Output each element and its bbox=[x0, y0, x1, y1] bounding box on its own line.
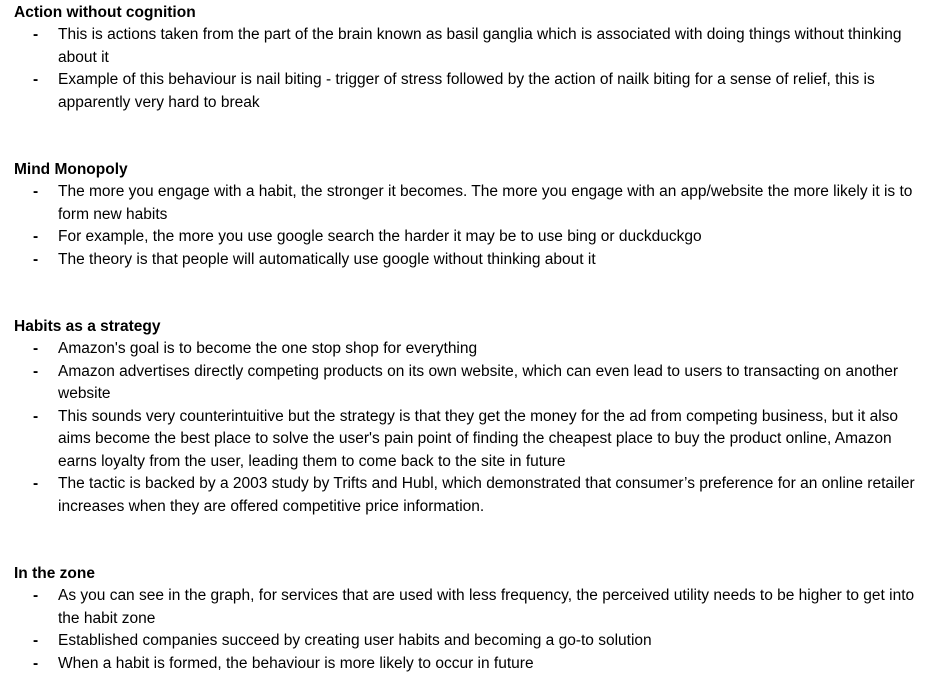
bullet-marker: - bbox=[33, 226, 38, 249]
bullet-item bbox=[14, 406, 919, 474]
section-action-without-cognition bbox=[14, 2, 919, 114]
bullet-text: Example of this behaviour is nail biting - trigger of stress followed by the action of nailk biting for a sense of relief, this is apparently very hard to break bbox=[58, 71, 875, 111]
bullet-marker: - bbox=[33, 24, 38, 47]
bullet-item bbox=[14, 226, 919, 249]
bullet-marker: - bbox=[33, 181, 38, 204]
bullet-marker: - bbox=[33, 69, 38, 92]
section-heading: Mind Monopoly bbox=[14, 159, 919, 181]
section-mind-monopoly bbox=[14, 159, 919, 271]
bullet-marker: - bbox=[33, 473, 38, 496]
bullet-list bbox=[14, 585, 919, 675]
section-heading: Habits as a strategy bbox=[14, 316, 919, 338]
bullet-text: For example, the more you use google search the harder it may be to use bing or duckduckgo bbox=[58, 228, 702, 245]
bullet-list bbox=[14, 338, 919, 518]
bullet-text: The tactic is backed by a 2003 study by Trifts and Hubl, which demonstrated that consumer’s preference for an online retailer increases when they are offered competitive price information. bbox=[58, 475, 915, 515]
bullet-item bbox=[14, 181, 919, 226]
section-heading: In the zone bbox=[14, 563, 919, 585]
section-heading: Action without cognition bbox=[14, 2, 919, 24]
bullet-text: This is actions taken from the part of the brain known as basil ganglia which is associated with doing things without thinking about it bbox=[58, 26, 902, 66]
bullet-item bbox=[14, 24, 919, 69]
bullet-marker: - bbox=[33, 361, 38, 384]
bullet-item bbox=[14, 249, 919, 272]
bullet-marker: - bbox=[33, 249, 38, 272]
bullet-text: When a habit is formed, the behaviour is more likely to occur in future bbox=[58, 655, 534, 672]
bullet-marker: - bbox=[33, 406, 38, 429]
bullet-marker: - bbox=[33, 630, 38, 653]
bullet-item bbox=[14, 361, 919, 406]
bullet-text: The theory is that people will automatically use google without thinking about it bbox=[58, 251, 596, 268]
bullet-item bbox=[14, 630, 919, 653]
bullet-list bbox=[14, 24, 919, 114]
bullet-item bbox=[14, 338, 919, 361]
bullet-item bbox=[14, 585, 919, 630]
bullet-text: Amazon advertises directly competing products on its own website, which can even lead to users to transacting on another website bbox=[58, 363, 898, 403]
bullet-text: Amazon's goal is to become the one stop shop for everything bbox=[58, 340, 477, 357]
section-in-the-zone bbox=[14, 563, 919, 675]
bullet-item bbox=[14, 69, 919, 114]
bullet-marker: - bbox=[33, 585, 38, 608]
bullet-text: As you can see in the graph, for services that are used with less frequency, the perceived utility needs to be higher to get into the habit zone bbox=[58, 587, 914, 627]
bullet-text: The more you engage with a habit, the stronger it becomes. The more you engage with an app/website the more likely it is to form new habits bbox=[58, 183, 912, 223]
section-habits-as-a-strategy bbox=[14, 316, 919, 518]
bullet-item bbox=[14, 473, 919, 518]
bullet-marker: - bbox=[33, 653, 38, 675]
bullet-text: Established companies succeed by creating user habits and becoming a go-to solution bbox=[58, 632, 652, 649]
bullet-text: This sounds very counterintuitive but the strategy is that they get the money for the ad from competing business, but it also aims become the best place to solve the user's pain point of finding the cheapest place to buy the product online, Amazon earns loyalty from the user, leading them to come back to the site in future bbox=[58, 408, 898, 470]
bullet-marker: - bbox=[33, 338, 38, 361]
bullet-list bbox=[14, 181, 919, 271]
document-page bbox=[14, 2, 919, 675]
